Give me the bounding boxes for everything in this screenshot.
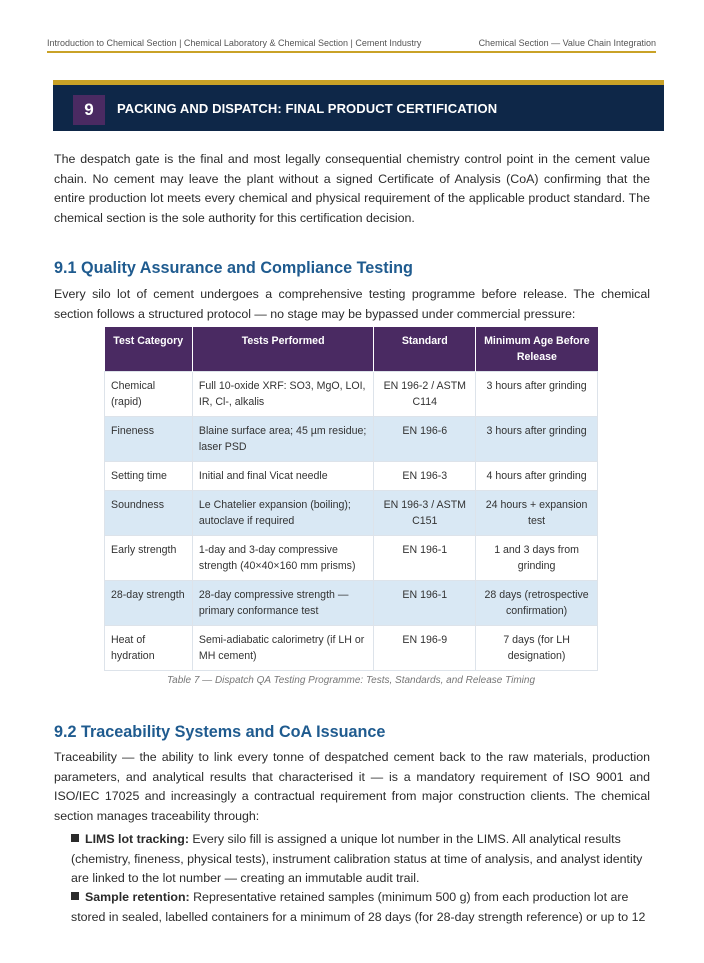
bullet-square-icon (71, 892, 79, 900)
table-cell: EN 196-2 / ASTM C114 (374, 372, 476, 417)
chapter-title: PACKING AND DISPATCH: FINAL PRODUCT CERTIFICATION (117, 101, 498, 116)
table-caption: Table 7 — Dispatch QA Testing Programme: Tests, Standards, and Release Timing (166, 675, 536, 686)
chapter-number: 9 (73, 95, 105, 125)
table-row (105, 536, 598, 581)
table-cell: 3 hours after grinding (476, 417, 598, 462)
table-cell: Soundness (105, 491, 193, 536)
table-row (105, 581, 598, 626)
bullet-text: Every silo fill is assigned a unique lot number in the LIMS. All analytical results (chemistry, fineness, physical tests), instrument calibration status at time of analysis, and analyst identity are linked to the lot number — creating an immutable audit trail. (71, 832, 643, 885)
table-cell: Chemical (rapid) (105, 372, 193, 417)
table-cell: Fineness (105, 417, 193, 462)
running-header-right: Chemical Section — Value Chain Integration (478, 38, 656, 48)
table-cell: Setting time (105, 462, 193, 491)
bullet-label: Sample retention: (85, 890, 190, 904)
table-row (105, 417, 598, 462)
table-cell: EN 196-9 (374, 626, 476, 671)
table-cell: 1-day and 3-day compressive strength (40×40×160 mm prisms) (192, 536, 374, 581)
table-row (105, 462, 598, 491)
table-row (105, 491, 598, 536)
column-header: Standard (374, 327, 476, 372)
table-cell: 24 hours + expansion test (476, 491, 598, 536)
bullet-square-icon (71, 834, 79, 842)
table-cell: EN 196-6 (374, 417, 476, 462)
section-heading-9-2: 9.2 Traceability Systems and CoA Issuance (54, 723, 386, 741)
table-cell: 7 days (for LH designation) (476, 626, 598, 671)
table-cell: Initial and final Vicat needle (192, 462, 374, 491)
table-cell: EN 196-1 (374, 536, 476, 581)
table-cell: EN 196-3 / ASTM C151 (374, 491, 476, 536)
table-cell: Le Chatelier expansion (boiling); autoclave if required (192, 491, 374, 536)
column-header: Tests Performed (192, 327, 374, 372)
table-cell: EN 196-1 (374, 581, 476, 626)
table-cell: Early strength (105, 536, 193, 581)
table-cell: Blaine surface area; 45 µm residue; laser PSD (192, 417, 374, 462)
section-9-2-paragraph: Traceability — the ability to link every tonne of despatched cement back to the raw materials, production parameters, and analytical results that characterised it — is a mandatory requirement of ISO 9001 and ISO/IEC 17025 and increasingly a contractual requirement from major construction clients. The chemical section manages traceability through: (54, 750, 650, 823)
bullet-sample-retention (71, 888, 651, 927)
chapter-banner (53, 85, 664, 131)
running-header-left: Introduction to Chemical Section | Chemical Laboratory & Chemical Section | Cement Industry (47, 38, 422, 48)
table-cell: 4 hours after grinding (476, 462, 598, 491)
header-rule (47, 51, 656, 53)
bullet-lims-lot-tracking (71, 830, 651, 889)
table-cell: 28-day compressive strength — primary conformance test (192, 581, 374, 626)
table-cell: 3 hours after grinding (476, 372, 598, 417)
table-cell: EN 196-3 (374, 462, 476, 491)
qa-testing-table (104, 327, 598, 671)
column-header: Test Category (105, 327, 193, 372)
table-row (105, 626, 598, 671)
table-cell: 28 days (retrospective confirmation) (476, 581, 598, 626)
column-header: Minimum Age Before Release (476, 327, 598, 372)
table-header-row (105, 327, 598, 372)
table-cell: 1 and 3 days from grinding (476, 536, 598, 581)
bullet-text: Representative retained samples (minimum 500 g) from each production lot are stored in sealed, labelled containers for a minimum of 28 days (for 28-day strength reference) or up to 12 (71, 890, 646, 924)
section-9-1-paragraph: Every silo lot of cement undergoes a comprehensive testing programme before release. The chemical section follows a structured protocol — no stage may be bypassed under commercial pressure: (54, 287, 650, 321)
bullet-label: LIMS lot tracking: (85, 832, 189, 846)
table-cell: 28-day strength (105, 581, 193, 626)
table-cell: Full 10-oxide XRF: SO3, MgO, LOI, IR, Cl-, alkalis (192, 372, 374, 417)
table-cell: Semi-adiabatic calorimetry (if LH or MH cement) (192, 626, 374, 671)
section-heading-9-1: 9.1 Quality Assurance and Compliance Testing (54, 259, 413, 277)
table-cell: Heat of hydration (105, 626, 193, 671)
intro-paragraph: The despatch gate is the final and most legally consequential chemistry control point in the cement value chain. No cement may leave the plant without a signed Certificate of Analysis (CoA) confirming that the entire production lot meets every chemical and physical requirement of the applicable product standard. The chemical section is the sole authority for this certification decision. (54, 152, 650, 225)
table-row (105, 372, 598, 417)
